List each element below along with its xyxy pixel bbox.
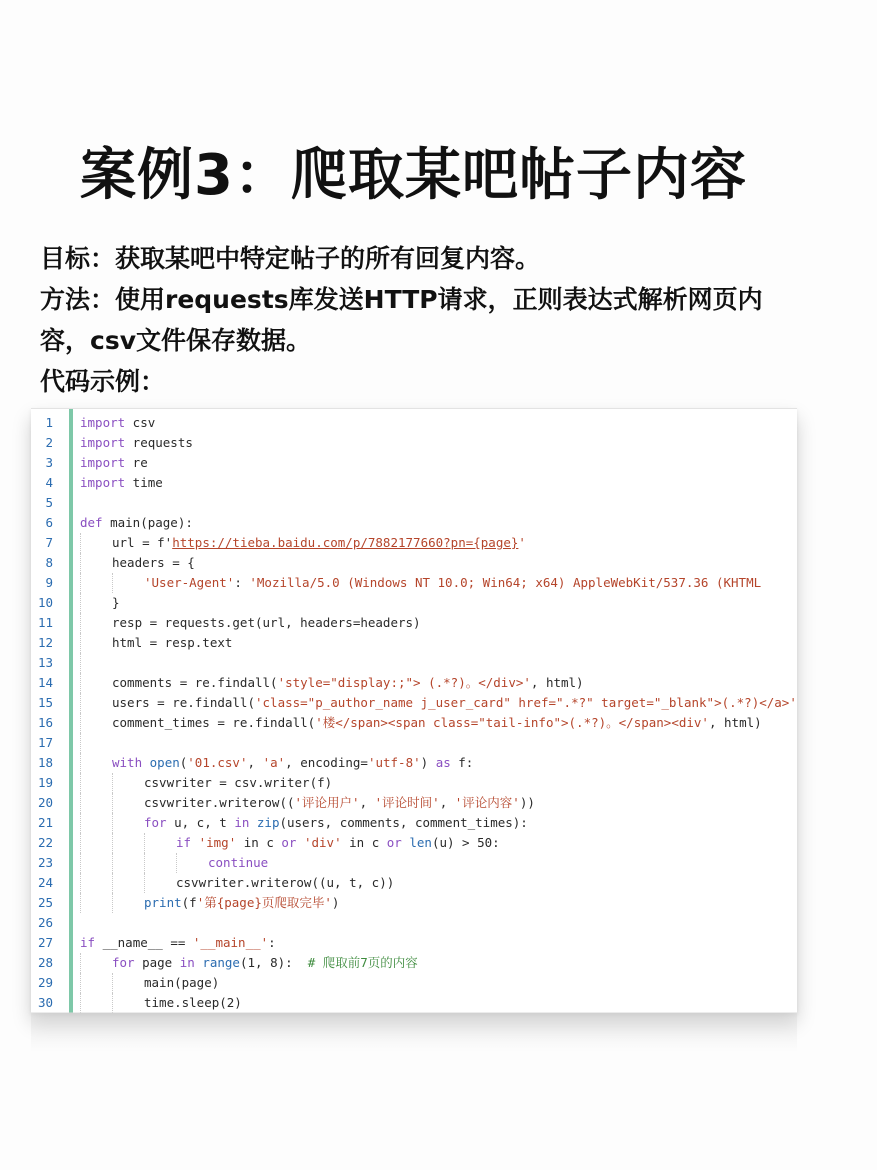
code-line — [31, 873, 797, 893]
code-text — [144, 893, 339, 913]
code-lines — [31, 413, 797, 1013]
code-token: '01.csv' — [187, 755, 248, 770]
code-token: if — [176, 835, 192, 850]
goal-text: 目标：获取某吧中特定帖子的所有回复内容。 — [40, 244, 541, 273]
code-token: re — [125, 455, 148, 470]
code-token: , — [359, 795, 375, 810]
code-token: with — [112, 755, 143, 770]
code-token — [249, 815, 257, 830]
code-token: : — [268, 935, 276, 950]
code-token: time.sleep(2) — [144, 995, 242, 1010]
code-text — [80, 933, 276, 953]
code-token: ) — [420, 755, 436, 770]
line-number: 26 — [37, 915, 53, 930]
code-token: , html) — [708, 715, 762, 730]
indent-guide — [112, 573, 113, 593]
indent-guide — [80, 793, 81, 813]
code-example-label: 代码示例： — [40, 367, 166, 396]
code-token: in c — [341, 835, 387, 850]
code-token: # 爬取前7页的内容 — [307, 955, 418, 970]
code-line — [31, 833, 797, 853]
code-token: (u) > 50: — [431, 835, 500, 850]
code-token: len — [409, 835, 432, 850]
code-line — [31, 613, 797, 633]
code-token: 'img' — [198, 835, 237, 850]
code-text — [112, 593, 120, 613]
code-token: , encoding= — [285, 755, 368, 770]
code-token: 'style="display:;"> (.*?)。</div>' — [277, 675, 531, 690]
indent-guide — [80, 753, 81, 773]
code-token: '评论内容' — [454, 795, 520, 810]
line-number: 1 — [45, 415, 53, 430]
indent-guide — [80, 593, 81, 613]
code-line — [31, 573, 797, 593]
code-token: users = re.findall( — [112, 695, 255, 710]
code-token: import — [80, 475, 126, 490]
indent-guide — [112, 833, 113, 853]
line-number: 27 — [37, 935, 53, 950]
code-line — [31, 733, 797, 753]
code-text — [112, 753, 473, 773]
code-line — [31, 793, 797, 813]
code-line — [31, 633, 797, 653]
line-number: 12 — [37, 635, 53, 650]
code-token: 'utf-8' — [367, 755, 421, 770]
code-token: , html) — [530, 675, 584, 690]
code-token: f: — [450, 755, 474, 770]
line-number: 28 — [37, 955, 53, 970]
code-line — [31, 433, 797, 453]
code-token: csvwriter.writerow(( — [144, 795, 295, 810]
code-text — [80, 513, 193, 533]
indent-guide — [80, 893, 81, 913]
code-line — [31, 413, 797, 433]
indent-guide — [80, 773, 81, 793]
code-line — [31, 593, 797, 613]
code-token: open — [149, 755, 180, 770]
line-number: 17 — [37, 735, 53, 750]
page-title: 案例3：爬取某吧帖子内容 — [80, 143, 747, 208]
line-number: 25 — [37, 895, 53, 910]
indent-guide — [80, 713, 81, 733]
line-number: 10 — [37, 595, 53, 610]
code-token: continue — [208, 855, 269, 870]
code-token: ( — [179, 755, 188, 770]
code-token: '评论时间' — [374, 795, 440, 810]
code-token: csv — [125, 415, 156, 430]
line-number: 19 — [37, 775, 53, 790]
code-line — [31, 473, 797, 493]
code-token: 'div' — [303, 835, 342, 850]
code-token: import — [80, 455, 126, 470]
code-text — [112, 533, 526, 553]
code-token: '楼</span><span class="tail-info">(.*?)。</span><div' — [315, 715, 709, 730]
indent-guide — [144, 833, 145, 853]
code-text — [144, 773, 332, 793]
indent-guide — [80, 833, 81, 853]
code-token: main(page) — [144, 975, 220, 990]
code-text — [144, 993, 242, 1013]
code-line — [31, 693, 797, 713]
code-token — [191, 835, 199, 850]
code-token: ' — [518, 535, 526, 550]
method-text: 方法：使用requests库发送HTTP请求，正则表达式解析网页内容，csv文件保存数据。 — [40, 285, 763, 355]
line-number: 3 — [45, 455, 53, 470]
code-token: resp = requests.get(url, headers=headers) — [112, 615, 421, 630]
indent-guide — [112, 873, 113, 893]
code-token: 'class="p_author_name j_user_card" href=".*?" target="_blank">(.*?)</a>' — [255, 695, 797, 710]
code-token: in — [234, 815, 250, 830]
code-token: import — [80, 435, 126, 450]
code-token: comment_times = re.findall( — [112, 715, 316, 730]
code-line — [31, 453, 797, 473]
code-token: )) — [519, 795, 535, 810]
code-line — [31, 713, 797, 733]
code-text — [80, 453, 148, 473]
indent-guide — [80, 673, 81, 693]
line-number: 7 — [45, 535, 53, 550]
code-token: https://tieba.baidu.com/p/7882177660?pn={page} — [172, 535, 519, 550]
code-text — [112, 953, 418, 973]
line-number: 4 — [45, 475, 53, 490]
code-token: , — [247, 755, 263, 770]
code-token: range — [202, 955, 240, 970]
code-line — [31, 673, 797, 693]
line-number: 14 — [37, 675, 53, 690]
indent-guide — [80, 873, 81, 893]
code-token: , — [439, 795, 455, 810]
code-line — [31, 993, 797, 1013]
line-number: 9 — [45, 575, 53, 590]
panel-reflection — [31, 1012, 797, 1052]
code-token: u, c, t — [166, 815, 235, 830]
code-token: page — [134, 955, 180, 970]
line-number: 11 — [37, 615, 53, 630]
code-token: csvwriter = csv.writer(f) — [144, 775, 333, 790]
indent-guide — [80, 953, 81, 973]
code-token: def — [80, 515, 103, 530]
code-text — [112, 693, 797, 713]
indent-guide — [80, 633, 81, 653]
description-block — [40, 238, 800, 402]
code-text — [176, 833, 500, 853]
code-token: comments = re.findall( — [112, 675, 278, 690]
line-number: 6 — [45, 515, 53, 530]
code-line — [31, 913, 797, 933]
code-token: in c — [236, 835, 282, 850]
line-number: 29 — [37, 975, 53, 990]
code-token: } — [112, 595, 120, 610]
code-token: time — [125, 475, 163, 490]
line-number: 21 — [37, 815, 53, 830]
code-text — [112, 673, 584, 693]
indent-guide — [80, 733, 81, 753]
code-line — [31, 493, 797, 513]
code-token — [142, 755, 150, 770]
code-token: for — [144, 815, 167, 830]
code-token: '第{page}页爬取完毕' — [196, 895, 332, 910]
indent-guide — [80, 533, 81, 553]
code-screenshot — [31, 408, 797, 1013]
code-text — [208, 853, 268, 873]
code-text — [80, 473, 163, 493]
code-text — [144, 813, 528, 833]
code-text — [80, 433, 193, 453]
code-token: '__main__' — [192, 935, 269, 950]
code-line — [31, 813, 797, 833]
code-text — [144, 973, 219, 993]
code-text — [112, 553, 195, 573]
code-token: 'User-Agent' — [144, 575, 235, 590]
code-line — [31, 853, 797, 873]
code-text — [80, 413, 155, 433]
code-line — [31, 953, 797, 973]
indent-guide — [112, 973, 113, 993]
code-token: __name__ == — [95, 935, 193, 950]
code-token: zip — [256, 815, 280, 830]
line-number: 20 — [37, 795, 53, 810]
line-number: 16 — [37, 715, 53, 730]
indent-guide — [112, 893, 113, 913]
code-line — [31, 773, 797, 793]
code-token: (users, comments, comment_times): — [279, 815, 528, 830]
code-text — [112, 713, 762, 733]
indent-guide — [80, 613, 81, 633]
code-token: headers = { — [112, 555, 195, 570]
indent-guide — [80, 993, 81, 1013]
indent-guide — [80, 973, 81, 993]
code-token: requests — [125, 435, 193, 450]
line-number: 24 — [37, 875, 53, 890]
code-text — [144, 573, 761, 593]
code-token: for — [112, 955, 135, 970]
code-token: ) — [331, 895, 340, 910]
indent-guide — [80, 813, 81, 833]
indent-guide — [80, 653, 81, 673]
code-line — [31, 513, 797, 533]
code-line — [31, 653, 797, 673]
indent-guide — [112, 813, 113, 833]
code-token: (f — [181, 895, 197, 910]
code-line — [31, 533, 797, 553]
code-token: as — [435, 755, 451, 770]
line-number: 8 — [45, 555, 53, 570]
code-token — [296, 835, 304, 850]
indent-guide — [80, 693, 81, 713]
code-token: import — [80, 415, 126, 430]
code-token: or — [281, 835, 297, 850]
code-line — [31, 553, 797, 573]
indent-guide — [144, 853, 145, 873]
indent-guide — [112, 853, 113, 873]
line-number: 15 — [37, 695, 53, 710]
line-number: 5 — [45, 495, 53, 510]
indent-guide — [144, 873, 145, 893]
code-token: or — [386, 835, 402, 850]
code-token: url = f' — [112, 535, 173, 550]
code-text — [176, 873, 394, 893]
code-line — [31, 893, 797, 913]
line-number: 23 — [37, 855, 53, 870]
indent-guide — [112, 773, 113, 793]
code-token: csvwriter.writerow((u, t, c)) — [176, 875, 395, 890]
code-token: 'Mozilla/5.0 (Windows NT 10.0; Win64; x64) AppleWebKit/537.36 (KHTML — [249, 575, 762, 590]
code-token: in — [179, 955, 195, 970]
line-number: 18 — [37, 755, 53, 770]
code-text — [112, 633, 232, 653]
line-number: 22 — [37, 835, 53, 850]
code-token: '评论用户' — [294, 795, 360, 810]
indent-guide — [80, 853, 81, 873]
code-token: (1, 8): — [239, 955, 308, 970]
code-token: html = resp.text — [112, 635, 233, 650]
indent-guide — [176, 853, 177, 873]
indent-guide — [112, 993, 113, 1013]
code-token: 'a' — [262, 755, 286, 770]
code-token: if — [80, 935, 96, 950]
code-token: main(page): — [102, 515, 193, 530]
code-token: print — [144, 895, 182, 910]
indent-guide — [80, 573, 81, 593]
code-token: : — [234, 575, 250, 590]
code-text — [112, 613, 421, 633]
line-number: 2 — [45, 435, 53, 450]
line-number: 13 — [37, 655, 53, 670]
line-number: 30 — [37, 995, 53, 1010]
indent-guide — [80, 553, 81, 573]
code-line — [31, 933, 797, 953]
code-line — [31, 973, 797, 993]
indent-guide — [112, 793, 113, 813]
code-text — [144, 793, 535, 813]
code-line — [31, 753, 797, 773]
